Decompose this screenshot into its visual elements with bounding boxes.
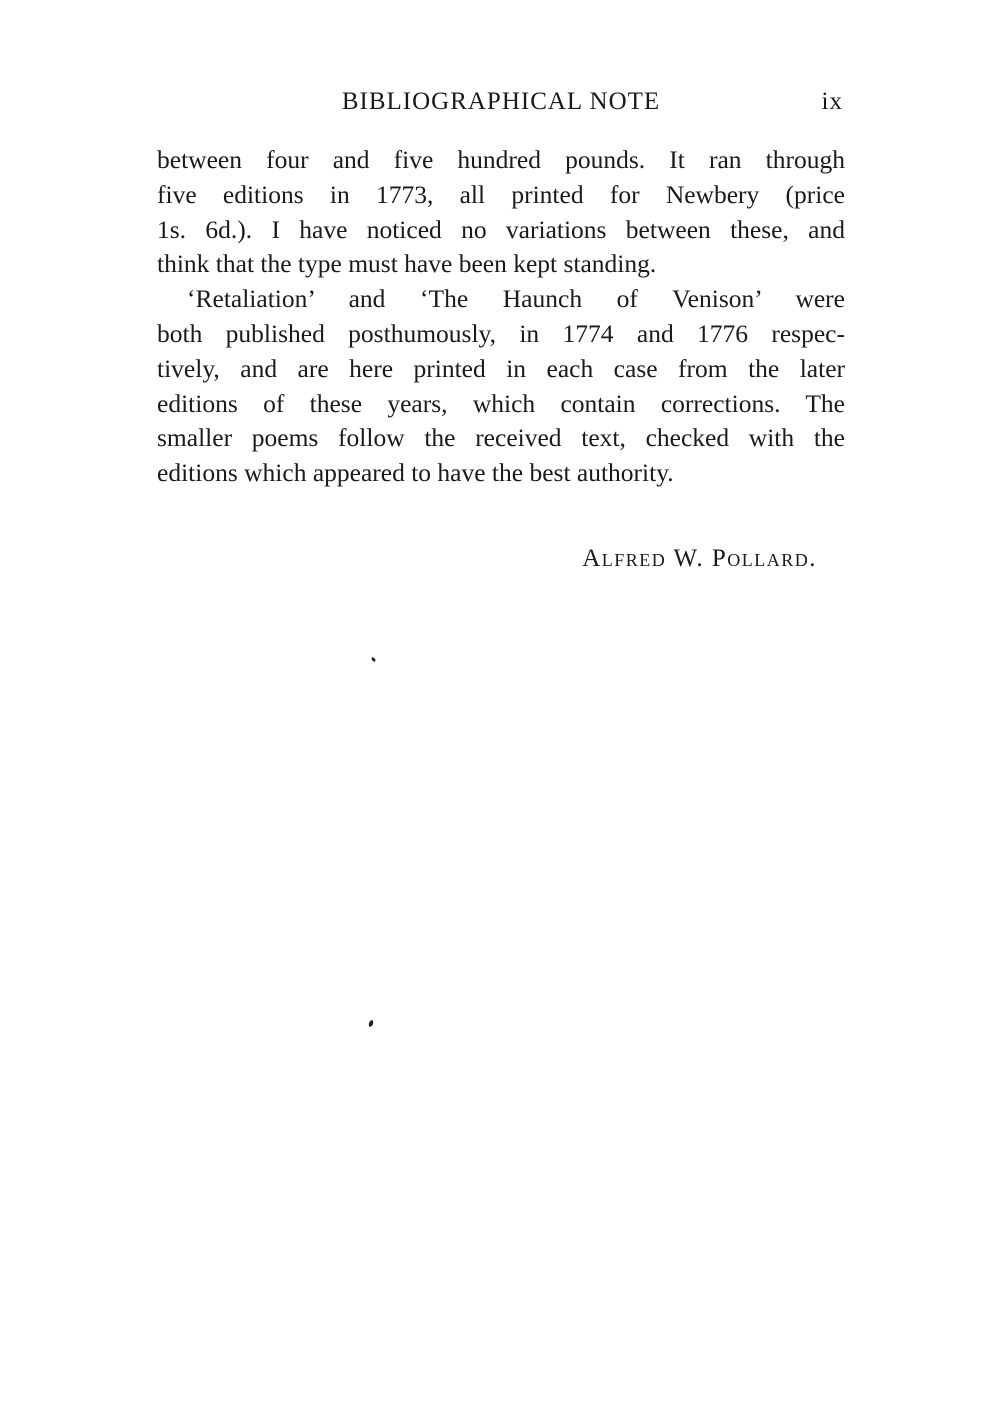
text-line: five editions in 1773, all printed for Newbery (price	[157, 179, 845, 209]
text-line: 1s. 6d.). I have noticed no variations between these, and	[157, 214, 845, 244]
text-line: ‘Retaliation’ and ‘The Haunch of Venison’ were	[187, 284, 845, 314]
body-text	[157, 143, 845, 491]
page-number: ix	[821, 88, 843, 115]
text-line: editions of these years, which contain corrections. The	[157, 388, 845, 418]
text-line: editions which appeared to have the best authority.	[157, 458, 674, 488]
text-line: between four and five hundred pounds. It ran through	[157, 145, 845, 174]
ink-speck	[368, 1020, 374, 1028]
running-title: BIBLIOGRAPHICAL NOTE	[341, 88, 661, 115]
author-signature: Alfred W. Pollard.	[582, 545, 817, 572]
ink-speck	[371, 657, 377, 663]
text-line: think that the type must have been kept standing.	[157, 249, 657, 279]
text-line: both published posthumously, in 1774 and 1776 respec-	[157, 318, 845, 348]
text-line: tively, and are here printed in each case from the later	[157, 353, 845, 383]
running-head	[157, 88, 845, 120]
text-line: smaller poems follow the received text, checked with the	[157, 423, 845, 453]
